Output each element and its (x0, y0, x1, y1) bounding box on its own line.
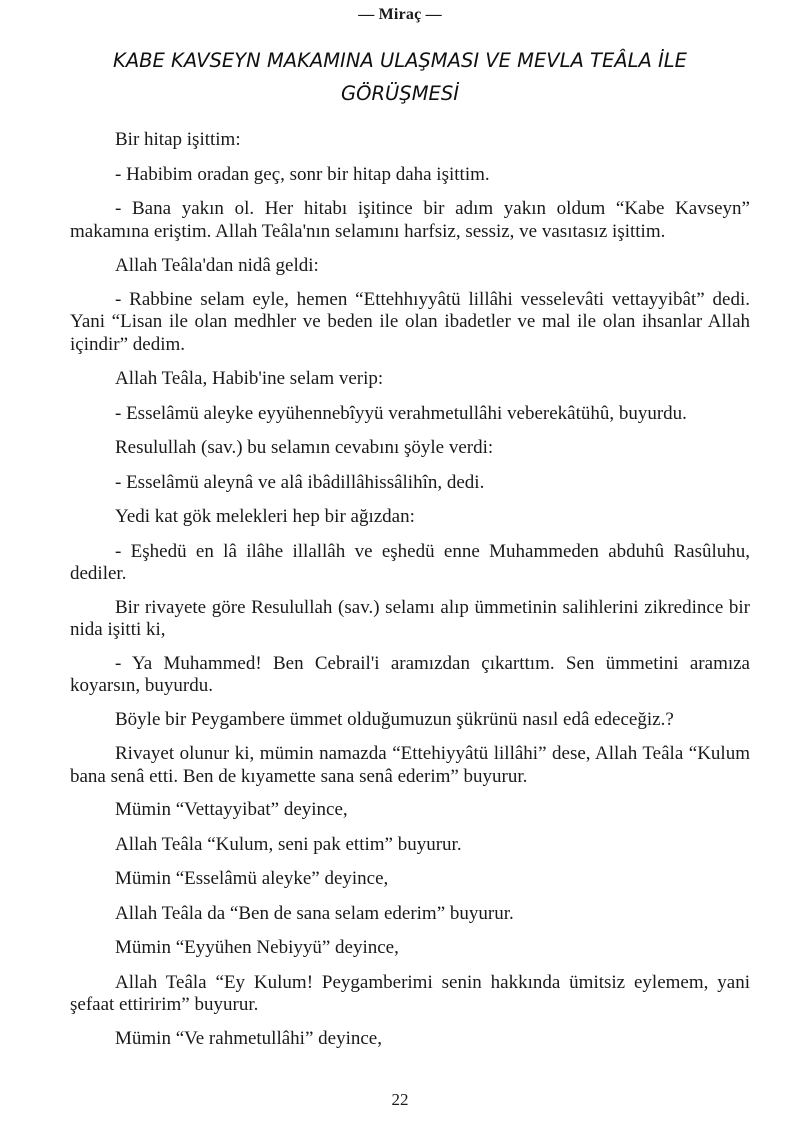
paragraph: Bir rivayete göre Resulullah (sav.) selamı alıp ümmetinin salihlerini zikredince bir nida işitti ki, (70, 596, 750, 640)
running-head: — Miraç — (358, 6, 442, 23)
paragraph: Allah Teâla'dan nidâ geldi: (115, 255, 319, 276)
paragraph: - Bana yakın ol. Her hitabı işitince bir adım yakın oldum “Kabe Kavseyn” makamına eriştim. Allah Teâla'nın selamını harfsiz, sessiz, ve vasıtasız işittim. (70, 198, 750, 242)
paragraph: Rivayet olunur ki, mümin namazda “Ettehiyyâtü lillâhi” dese, Allah Teâla “Kulum bana senâ etti. Ben de kıyamette sana senâ ederim” buyurur. (70, 743, 750, 787)
paragraph: Allah Teâla da “Ben de sana selam ederim” buyurur. (115, 902, 514, 924)
paragraph: Allah Teâla “Kulum, seni pak ettim” buyurur. (115, 833, 462, 855)
paragraph: Mümin “Vettayyibat” deyince, (115, 799, 348, 820)
paragraph: Allah Teâla “Ey Kulum! Peygamberimi senin hakkında ümitsiz eylemem, yani şefaat ettiririm” buyurur. (70, 971, 750, 1015)
chapter-title-line-2: GÖRÜŞMESİ (341, 82, 459, 105)
paragraph: Allah Teâla, Habib'ine selam verip: (115, 368, 384, 389)
paragraph: Resulullah (sav.) bu selamın cevabını şöyle verdi: (115, 437, 494, 458)
paragraph: Mümin “Eyyühen Nebiyyü” deyince, (115, 937, 399, 958)
paragraph: - Habibim oradan geç, sonr bir hitap daha işittim. (115, 163, 490, 185)
paragraph: Böyle bir Peygambere ümmet olduğumuzun şükrünü nasıl edâ edeceğiz.? (115, 708, 674, 730)
paragraph: - Rabbine selam eyle, hemen “Ettehhıyyâtü lillâhi vesselevâti vettayyibât” dedi. Yani “Lisan ile olan medhler ve beden ile olan ibadetler ve mal ile olan ihsanlar Allah içindir” dedim. (70, 288, 750, 355)
paragraph: Mümin “Esselâmü aleyke” deyince, (115, 868, 389, 889)
paragraph: Mümin “Ve rahmetullâhi” deyince, (115, 1027, 382, 1049)
paragraph: - Eşhedü en lâ ilâhe illallâh ve eşhedü enne Muhammeden abduhû Rasûluhu, dediler. (70, 540, 750, 584)
paragraph: - Esselâmü aleyke eyyühennebîyyü verahmetullâhi veberekâtühû, buyurdu. (115, 402, 687, 424)
paragraph: - Esselâmü aleynâ ve alâ ibâdillâhissâlihîn, dedi. (115, 471, 485, 493)
chapter-title (70, 44, 730, 110)
paragraph: Yedi kat gök melekleri hep bir ağızdan: (115, 506, 415, 527)
paragraph: - Ya Muhammed! Ben Cebrail'i aramızdan çıkarttım. Sen ümmetini aramıza koyarsın, buyurdu. (70, 652, 750, 696)
page-number: 22 (391, 1090, 409, 1109)
body-text (70, 129, 750, 1050)
chapter-title-line-1: KABE KAVSEYN MAKAMINA ULAŞMASI VE MEVLA TEÂLA İLE (113, 49, 687, 72)
paragraph: Bir hitap işittim: (115, 129, 241, 150)
